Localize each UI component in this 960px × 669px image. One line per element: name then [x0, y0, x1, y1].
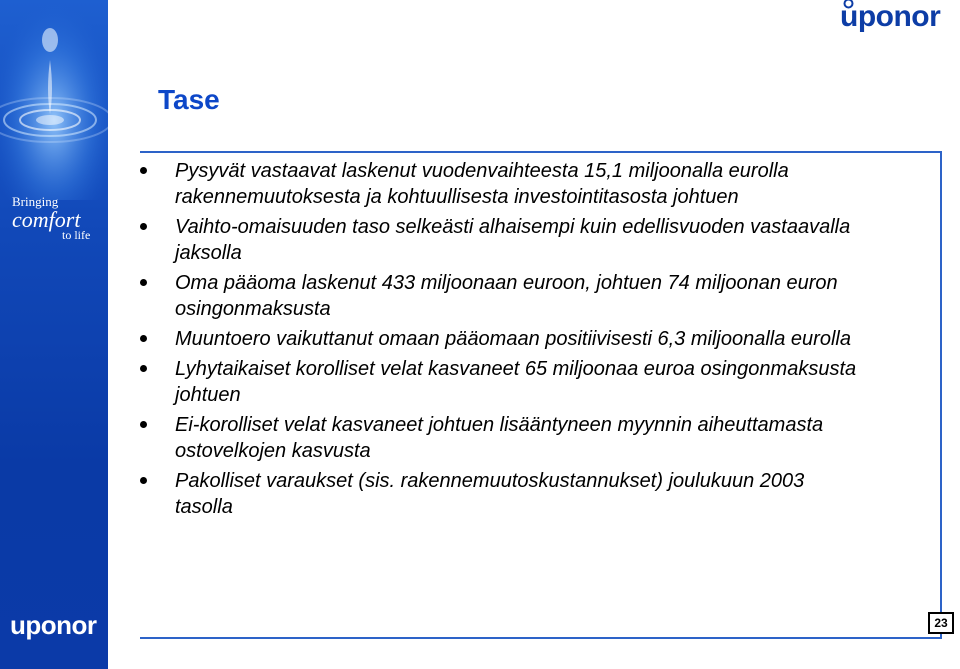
logo-drop-icon [843, 0, 854, 9]
footer-logo-text: uponor [10, 610, 97, 640]
water-ripple-image [0, 0, 108, 200]
bullet-item: Pakolliset varaukset (sis. rakennemuutoskustannukset) joulukuun 2003 tasolla [138, 468, 858, 520]
bullet-item: Pysyvät vastaavat laskenut vuodenvaihteesta 15,1 miljoonalla eurolla rakennemuutoksesta ja kohtuullisesta investointitasosta johtuen [138, 158, 858, 210]
brand-tagline [12, 195, 90, 241]
slide-title: Tase [158, 84, 220, 115]
bullet-item: Ei-korolliset velat kasvaneet johtuen lisääntyneen myynnin aiheuttamasta ostovelkojen kasvusta [138, 412, 858, 464]
bullet-item: Muuntoero vaikuttanut omaan pääomaan positiivisesti 6,3 miljoonalla eurolla [138, 326, 858, 352]
top-logo-text: uponor [840, 0, 941, 33]
tagline-line-2: comfort [12, 207, 81, 232]
tagline-line-3: to life [62, 228, 91, 242]
bullet-item: Oma pääoma laskenut 433 miljoonaan euroon, johtuen 74 miljoonan euron osingonmaksusta [138, 270, 858, 322]
bullet-item: Vaihto-omaisuuden taso selkeästi alhaisempi kuin edellisvuoden vastaavalla jaksolla [138, 214, 858, 266]
footer-logo [10, 612, 97, 638]
top-logo [840, 2, 940, 32]
bullet-list [138, 158, 858, 524]
page-number: 23 [928, 612, 954, 634]
brand-sidebar [0, 0, 108, 669]
tagline-line-1: Bringing [12, 194, 59, 209]
bullet-item: Lyhytaikaiset korolliset velat kasvaneet 65 miljoonaa euroa osingonmaksusta johtuen [138, 356, 858, 408]
